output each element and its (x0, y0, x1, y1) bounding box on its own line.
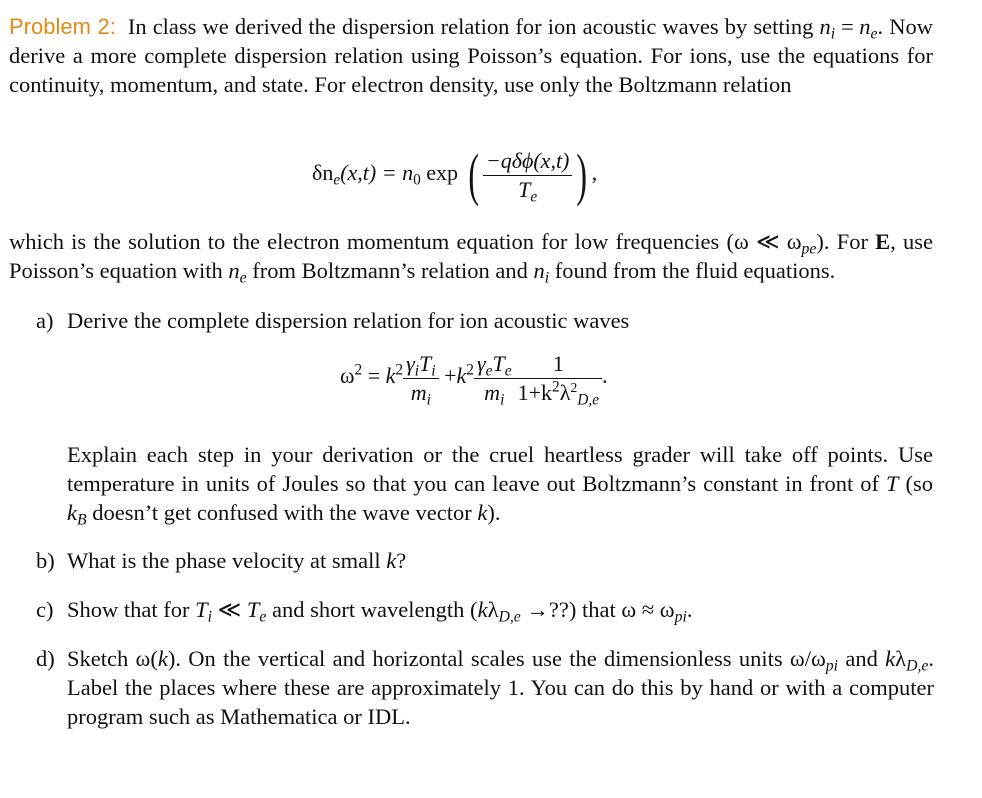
eq-denominator: $T_e$ (518, 177, 538, 206)
eq-trailing-comma: , (591, 160, 598, 186)
boltzmann-equation (312, 142, 598, 207)
part-a (36, 306, 934, 335)
math-ni-eq-ne: $n_i = n_e$ (819, 14, 878, 43)
explain-text: Explain each step in your derivation or the cruel heartless grader will take off points. Use temperature in units of Joules so that you can leave out Boltzmann’s constant in front of (67, 442, 933, 496)
dispersion-equation: $\omega^2 = k^2$ $\frac{\gamma_iT_i}{m_i}$ $+k^2$ $\frac{\gamma_eT_e}{m_i}$ $\frac{1}{1+k^2\lambda^2_{D,e}}$ . (340, 351, 608, 409)
eq-fraction (483, 148, 573, 206)
explain-text-2: (so (905, 471, 934, 496)
math-kB: $k_B$ (67, 500, 87, 529)
eq-numerator: −qδϕ(x,t) (483, 149, 573, 176)
middle-text-2: ). For (816, 229, 868, 254)
part-c (36, 595, 934, 624)
middle-text-5: found from the fluid equations. (554, 258, 836, 283)
middle-paragraph: which is the solution to the electron momentum equation for low frequencies (ω ≪ $\omega_{pe}$). For E, use Poisson’s equation with $n_e$ from Boltzmann’s relation and $n_i$ found from the fluid equations. (9, 229, 934, 287)
part-a-explain (67, 440, 933, 527)
problem-intro: Problem 2: In class we derived the dispersion relation for ion acoustic waves by setting $n_i = n_e$. Now derive a more complete dispersion relation using Poisson’s equation. For ions, use the equations for continuity, momentum, and state. For electron density, use only the Boltzmann relation (9, 14, 934, 97)
part-d-label: d) (36, 646, 55, 671)
frac-debye: $\frac{1}{1+k^2\lambda^2_{D,e}}$ (515, 352, 603, 404)
eq-lhs: $\delta n_e(x,t) = n_0$ (312, 160, 421, 189)
explain-text-4: ). (487, 500, 501, 525)
part-b-text: What is the phase velocity at small k? (67, 548, 407, 573)
right-paren: ) (576, 142, 588, 207)
frac-electron: $\frac{\gamma_eT_e}{m_i}$ (474, 352, 515, 404)
middle-text-4: from Boltzmann’s relation and (252, 258, 528, 283)
intro-text-2: Now derive a more complete dispersion relation using Poisson’s equation. For ions, use the equations for continuity, momentum, and state. For electron density, use only the Boltzmann relation (9, 14, 934, 97)
middle-text-1: which is the solution to the electron momentum equation for low frequencies (ω ≪ ω (9, 229, 802, 254)
dispersion-lhs: $\omega^2 = k^2$ (340, 361, 404, 389)
frac-ion: $\frac{\gamma_iT_i}{m_i}$ (403, 352, 438, 404)
intro-text-1: In class we derived the dispersion relation for ion acoustic waves by setting (127, 14, 814, 39)
explain-T: T (886, 471, 899, 496)
part-b-label: b) (36, 548, 55, 573)
plus-term: $+k^2$ (444, 361, 474, 389)
math-ni: $n_i$ (533, 258, 550, 287)
part-a-text: Derive the complete dispersion relation for ion acoustic waves (67, 308, 630, 333)
bold-E: E (875, 229, 891, 254)
part-d-text: Sketch ω(k). On the vertical and horizontal scales use the dimensionless units $\omega/\omega_{pi}$ and $k\lambda_{D,e}$. Label the places where these are approximately 1. You can do this by hand or with a computer program such as Mathematica or IDL. (67, 646, 935, 729)
middle-text-3: , use Poisson’s equation with (9, 229, 934, 283)
left-paren: ( (467, 142, 479, 207)
math-ne: $n_e$ (228, 258, 247, 287)
part-c-text: Show that for $T_i$ ≪ $T_e$ and short wavelength ($k\lambda_{D,e}$ →??) that $\omega \approx \omega_{pi}$. (67, 597, 693, 626)
math-k: k (477, 500, 488, 525)
part-d (36, 644, 934, 731)
part-a-label: a) (36, 308, 54, 333)
part-b (36, 546, 934, 575)
eq-exp: exp (426, 160, 459, 186)
problem-title: Problem 2: (9, 14, 116, 39)
part-c-label: c) (36, 597, 54, 622)
explain-text-3: doesn’t get confused with the wave vector (92, 500, 472, 525)
